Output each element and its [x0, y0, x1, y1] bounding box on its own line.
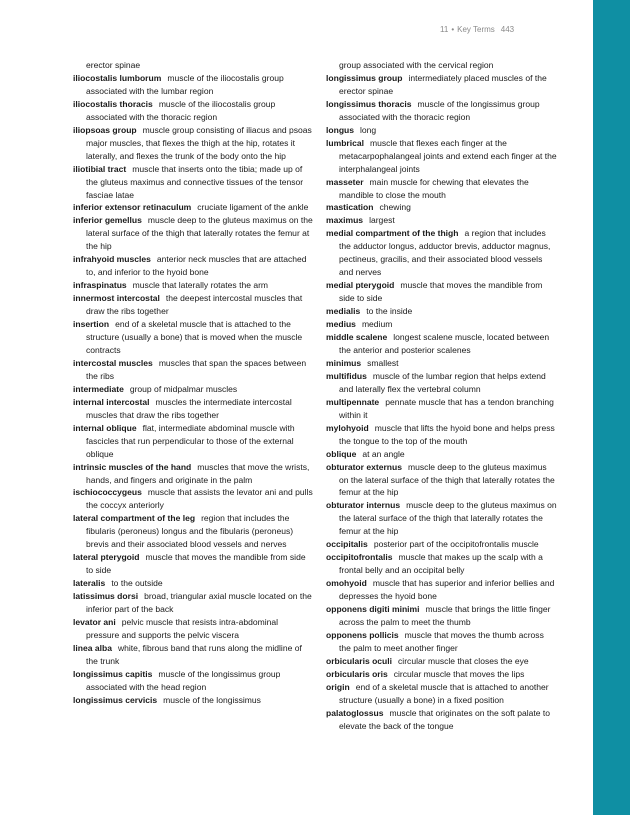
glossary-definition: muscle that moves the thumb across the palm to meet another finger: [339, 629, 544, 653]
glossary-definition: muscle deep to the gluteus maximus on the lateral surface of the thigh that laterally rotates the femur at the hip: [339, 461, 555, 498]
glossary-definition: to the inside: [366, 306, 413, 317]
glossary-entry: [73, 577, 313, 590]
glossary-term: maximus: [326, 215, 364, 226]
glossary-entry: [326, 655, 558, 668]
glossary-entry: [73, 668, 313, 694]
glossary-entry: [73, 98, 313, 124]
glossary-term: mylohyoid: [326, 422, 369, 433]
glossary-term: linea alba: [73, 642, 112, 653]
glossary-term: longissimus capitis: [73, 668, 153, 679]
glossary-entry: [326, 357, 558, 370]
chapter-color-bar: [593, 0, 630, 815]
glossary-term: mastication: [326, 202, 374, 213]
glossary-term: orbicularis oculi: [326, 655, 393, 666]
section-title: Key Terms: [457, 25, 495, 34]
glossary-definition: at an angle: [362, 448, 405, 459]
glossary-term: medialis: [326, 306, 361, 317]
glossary-definition: muscles that span the spaces between the ribs: [86, 357, 307, 381]
glossary-definition: muscle that moves the mandible from side to side: [86, 552, 306, 576]
glossary-entry: [326, 305, 558, 318]
glossary-term: longissimus group: [326, 72, 403, 83]
glossary-entry: [326, 318, 558, 331]
glossary-term: obturator externus: [326, 461, 402, 472]
glossary-entry: [73, 422, 313, 461]
glossary-definition: cruciate ligament of the ankle: [197, 202, 309, 213]
glossary-definition: muscle deep to the gluteus maximus on the lateral surface of the thigh that laterally rotates the femur at the hip: [86, 215, 313, 252]
glossary-definition: flat, intermediate abdominal muscle with fascicles that run perpendicular to those of the external oblique: [86, 422, 295, 459]
glossary-term: innermost intercostal: [73, 293, 160, 304]
glossary-entry: [326, 577, 558, 603]
glossary-term: oblique: [326, 448, 357, 459]
glossary-term: obturator internus: [326, 500, 401, 511]
glossary-definition: muscles the intermediate intercostal muscles that draw the ribs together: [86, 396, 292, 420]
glossary-definition: muscle that inserts onto the tibia; made up of the gluteus maximus and connective tissues of the tensor fasciae latae: [86, 163, 304, 200]
running-header: [440, 25, 560, 34]
glossary-entry: [326, 538, 558, 551]
glossary-term: intrinsic muscles of the hand: [73, 461, 192, 472]
glossary-entry: [326, 72, 558, 98]
glossary-definition: anterior neck muscles that are attached to, and inferior to the hyoid bone: [86, 254, 307, 278]
glossary-definition: muscle deep to the gluteus maximus on the lateral surface of the thigh that laterally rotates the femur at the hip: [339, 500, 557, 537]
glossary-term: opponens digiti minimi: [326, 604, 420, 615]
glossary-definition: muscle of the iliocostalis group associated with the lumbar region: [86, 72, 284, 96]
glossary-definition: muscle of the iliocostalis group associated with the thoracic region: [86, 98, 276, 122]
glossary-term: omohyoid: [326, 578, 367, 589]
glossary-entry: [73, 616, 313, 642]
glossary-term: intercostal muscles: [73, 357, 153, 368]
glossary-definition: pennate muscle that has a tendon branching within it: [339, 396, 554, 420]
glossary-term: inferior extensor retinaculum: [73, 202, 192, 213]
glossary-term: minimus: [326, 357, 362, 368]
glossary-entry: [326, 668, 558, 681]
glossary-term: lateral compartment of the leg: [73, 513, 196, 524]
glossary-definition: erector spinae: [86, 60, 141, 70]
glossary-definition: pelvic muscle that resists intra-abdominal pressure and supports the pelvic viscera: [86, 616, 279, 640]
glossary-definition: muscle group consisting of iliacus and psoas major muscles, that flexes the thigh at the hip, rotates it laterally, and flexes the trunk of the body onto the hip: [86, 124, 312, 161]
glossary-definition: posterior part of the occipitofrontalis muscle: [373, 539, 539, 550]
page-number: 443: [500, 25, 515, 34]
glossary-term: medial compartment of the thigh: [326, 228, 459, 239]
glossary-definition: smallest: [367, 357, 399, 368]
glossary-term: origin: [326, 681, 350, 692]
glossary-entry: [73, 461, 313, 487]
glossary-entry: [73, 292, 313, 318]
glossary-entry: [326, 603, 558, 629]
glossary-entry: [326, 279, 558, 305]
glossary-term: infraspinatus: [73, 280, 127, 291]
glossary-definition: main muscle for chewing that elevates the mandible to close the mouth: [339, 176, 529, 200]
glossary-entry: [326, 551, 558, 577]
glossary-definition: circular muscle that moves the lips: [393, 668, 525, 679]
glossary-term: iliocostalis thoracis: [73, 98, 153, 109]
glossary-entry: [326, 137, 558, 176]
glossary-entry: [73, 396, 313, 422]
glossary-entry: [73, 72, 313, 98]
glossary-entry: [326, 227, 558, 279]
glossary-entry: [73, 551, 313, 577]
glossary-term: opponens pollicis: [326, 629, 399, 640]
glossary-definition: the deepest intercostal muscles that draw the ribs together: [86, 293, 303, 317]
glossary-entry: [326, 370, 558, 396]
glossary-definition: muscle that originates on the soft palate to elevate the back of the tongue: [339, 707, 551, 731]
glossary-term: longissimus cervicis: [73, 694, 158, 705]
glossary-definition: intermediately placed muscles of the erector spinae: [339, 72, 547, 96]
glossary-definition: muscle that laterally rotates the arm: [132, 280, 269, 291]
glossary-term: medial pterygoid: [326, 280, 395, 291]
glossary-definition: largest: [369, 215, 395, 226]
glossary-entry: [326, 448, 558, 461]
glossary-entry: [326, 396, 558, 422]
glossary-entry: [73, 357, 313, 383]
glossary-term: inferior gemellus: [73, 215, 142, 226]
glossary-entry: [326, 422, 558, 448]
glossary-entry: [73, 590, 313, 616]
glossary-entry: [73, 124, 313, 163]
glossary-term: iliopsoas group: [73, 124, 137, 135]
glossary-entry: [73, 59, 313, 72]
glossary-definition: muscles that move the wrists, hands, and fingers and originate in the palm: [86, 461, 310, 485]
glossary-definition: muscle that lifts the hyoid bone and helps press the tongue to the top of the mouth: [339, 422, 555, 446]
glossary-definition: group associated with the cervical region: [339, 60, 494, 70]
glossary-entry: [73, 383, 313, 396]
glossary-definition: muscle of the longissimus group associated with the head region: [86, 668, 281, 692]
glossary-entry: [326, 201, 558, 214]
glossary-entry: [326, 176, 558, 202]
glossary-definition: muscle of the longissimus: [163, 694, 261, 705]
glossary-entry: [73, 214, 313, 253]
header-bullet: •: [451, 25, 455, 34]
glossary-definition: muscle of the longissimus group associated with the thoracic region: [339, 98, 540, 122]
glossary-term: palatoglossus: [326, 707, 384, 718]
glossary-definition: white, fibrous band that runs along the midline of the trunk: [86, 642, 302, 666]
glossary-term: multipennate: [326, 396, 380, 407]
glossary-term: insertion: [73, 319, 110, 330]
glossary-term: medius: [326, 319, 356, 330]
glossary-entry: [73, 642, 313, 668]
glossary-term: lumbrical: [326, 137, 364, 148]
glossary-definition: circular muscle that closes the eye: [398, 655, 529, 666]
glossary-term: masseter: [326, 176, 364, 187]
glossary-entry: [73, 163, 313, 202]
glossary-entry: [326, 124, 558, 137]
glossary-term: iliocostalis lumborum: [73, 72, 162, 83]
glossary-term: internal intercostal: [73, 396, 150, 407]
glossary-entry: [326, 214, 558, 227]
glossary-definition: group of midpalmar muscles: [129, 383, 238, 394]
glossary-definition: longest scalene muscle, located between the anterior and posterior scalenes: [339, 332, 550, 355]
glossary-term: intermediate: [73, 383, 124, 394]
glossary-term: infrahyoid muscles: [73, 254, 151, 265]
glossary-term: ischiococcygeus: [73, 487, 142, 498]
glossary-definition: muscle that brings the little finger across the palm to meet the thumb: [339, 604, 551, 627]
glossary-definition: to the outside: [111, 578, 163, 589]
glossary-term: lateral pterygoid: [73, 552, 140, 563]
glossary-definition: muscle that makes up the scalp with a frontal belly and an occipital belly: [339, 552, 543, 576]
glossary-definition: end of a skeletal muscle that is attached to another structure (usually a bone) in a fixed position: [339, 681, 549, 705]
glossary-entry: [73, 486, 313, 512]
glossary-entry: [326, 499, 558, 538]
glossary-term: multifidus: [326, 370, 367, 381]
glossary-definition: long: [360, 124, 377, 135]
glossary-entry: [326, 98, 558, 124]
glossary-entry: [73, 201, 313, 214]
glossary-definition: muscle that has superior and inferior bellies and depresses the hyoid bone: [339, 578, 555, 602]
glossary-column-right: [326, 59, 558, 733]
glossary-term: middle scalene: [326, 332, 388, 343]
glossary-definition: muscle that moves the mandible from side to side: [339, 280, 543, 304]
glossary-term: longus: [326, 124, 355, 135]
glossary-entry: [73, 512, 313, 551]
glossary-entry: [326, 461, 558, 500]
glossary-entry: [326, 707, 558, 733]
glossary-term: orbicularis oris: [326, 668, 388, 679]
glossary-definition: medium: [361, 319, 393, 330]
glossary-definition: muscle that assists the levator ani and pulls the coccyx anteriorly: [86, 487, 313, 511]
glossary-entry: [326, 331, 558, 357]
glossary-entry: [73, 253, 313, 279]
glossary-entry: [73, 694, 313, 707]
glossary-definition: muscle of the lumbar region that helps extend and laterally flex the vertebral column: [339, 370, 546, 394]
chapter-number: 11: [440, 25, 449, 34]
glossary-entry: [73, 318, 313, 357]
glossary-term: occipitofrontalis: [326, 552, 393, 563]
glossary-term: levator ani: [73, 616, 116, 627]
glossary-term: lateralis: [73, 578, 106, 589]
glossary-definition: chewing: [379, 202, 411, 213]
glossary-term: occipitalis: [326, 539, 368, 550]
glossary-entry: [326, 59, 558, 72]
glossary-definition: a region that includes the adductor longus, adductor brevis, adductor magnus, pectineus, gracilis, and their associated blood vessels and nerves: [339, 228, 551, 278]
glossary-definition: region that includes the fibularis (peroneus) longus and the fibularis (peroneus) brevis and their associated blood vessels and nerves: [86, 513, 294, 550]
glossary-column-left: [73, 59, 313, 707]
glossary-entry: [73, 279, 313, 292]
glossary-term: latissimus dorsi: [73, 591, 139, 602]
glossary-definition: end of a skeletal muscle that is attached to the structure (usually a bone) that is moved when the muscle contracts: [86, 319, 303, 355]
glossary-definition: muscle that flexes each finger at the metacarpophalangeal joints and extend each finger at the interphalangeal joints: [339, 137, 557, 174]
glossary-term: longissimus thoracis: [326, 98, 412, 109]
glossary-term: internal oblique: [73, 422, 137, 433]
glossary-entry: [326, 681, 558, 707]
glossary-term: iliotibial tract: [73, 163, 127, 174]
glossary-definition: broad, triangular axial muscle located on the inferior part of the back: [86, 591, 312, 615]
glossary-entry: [326, 629, 558, 655]
